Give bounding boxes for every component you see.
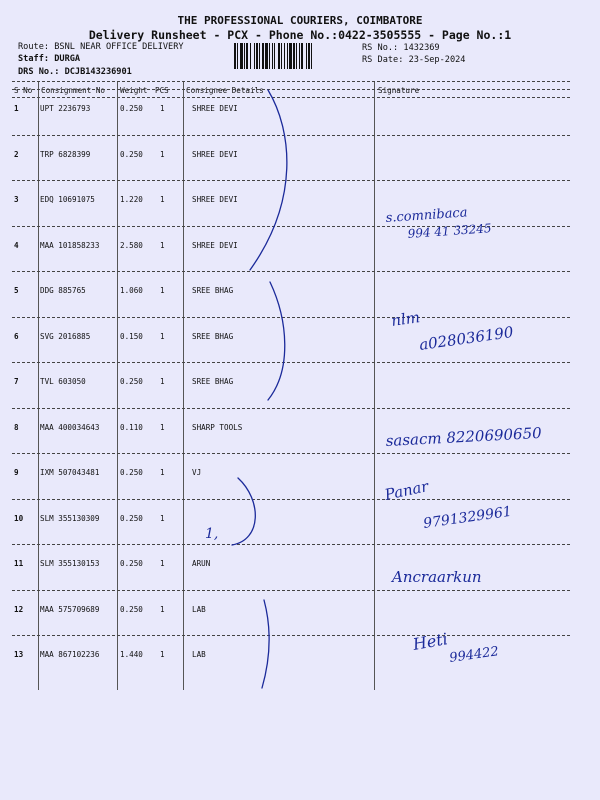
row-consignee: VJ — [192, 468, 202, 477]
rs-number: RS No.: 1432369 — [362, 43, 440, 53]
row-consignee: SHREE DEVI — [192, 104, 238, 113]
signature-handwriting: sasacm 8220690650 — [385, 423, 543, 450]
row-pcs: 1 — [160, 604, 165, 614]
row-consignee: SREE BHAG — [192, 286, 234, 295]
row-pcs: 1 — [160, 240, 165, 250]
bracket-stroke — [268, 282, 285, 400]
row-sno: 11 — [14, 559, 24, 568]
col-header-weight: Weight — [120, 86, 148, 95]
row-consignee: SHREE DEVI — [192, 149, 238, 159]
row-pcs: 1 — [160, 149, 165, 159]
row-weight: 1.440 — [120, 650, 143, 659]
row-weight: 0.250 — [120, 377, 143, 386]
row-consignment-no: MAA 400034643 — [40, 422, 100, 432]
row-weight: 1.220 — [120, 195, 143, 204]
row-sno: 2 — [14, 149, 19, 159]
row-weight: 1.060 — [120, 286, 143, 295]
row-consignee: SREE BHAG — [192, 331, 234, 341]
row-sno: 9 — [14, 468, 19, 477]
row-sno: 5 — [14, 286, 19, 295]
company-name: THE PROFESSIONAL COURIERS, COIMBATORE — [177, 14, 423, 27]
row-sno: 6 — [14, 331, 19, 341]
bracket-stroke — [262, 600, 269, 688]
row-consignment-no: MAA 867102236 — [40, 650, 100, 659]
signature-phone: 994 41 33245 — [407, 221, 492, 241]
row-pcs: 1 — [160, 468, 165, 477]
col-header-sno: S No — [14, 86, 33, 95]
row-consignment-no: MAA 101858233 — [40, 240, 100, 250]
row-weight: 0.250 — [120, 468, 143, 477]
row-consignee: LAB — [192, 650, 206, 659]
row-consignment-no: MAA 575709689 — [40, 604, 100, 614]
row-consignment-no: EDQ 10691075 — [40, 195, 95, 204]
row-consignee: ARUN — [192, 559, 211, 568]
col-header-signature: Signature — [378, 86, 420, 95]
row-pcs: 1 — [160, 104, 165, 113]
row-sno: 3 — [14, 195, 19, 204]
row-weight: 0.250 — [120, 604, 143, 614]
staff-label: Staff: DURGA — [18, 54, 81, 64]
row-consignment-no: TRP 6828399 — [40, 149, 91, 159]
row-sno: 7 — [14, 377, 19, 386]
row-pcs: 1 — [160, 286, 165, 295]
row-weight: 0.110 — [120, 422, 143, 432]
row-weight: 2.580 — [120, 240, 143, 250]
signature-handwriting: Panar — [383, 477, 431, 504]
row-weight: 0.250 — [120, 513, 143, 523]
row-consignment-no: UPT 2236793 — [40, 104, 91, 113]
handwritten-note: 1, — [205, 526, 219, 542]
signature-handwriting: s.comnibaca — [385, 205, 468, 226]
row-pcs: 1 — [160, 513, 165, 523]
row-pcs: 1 — [160, 650, 165, 659]
row-consignee: SHREE DEVI — [192, 240, 238, 250]
row-pcs: 1 — [160, 422, 165, 432]
row-sno: 12 — [14, 604, 24, 614]
row-weight: 0.250 — [120, 559, 143, 568]
row-pcs: 1 — [160, 195, 165, 204]
row-consignment-no: DDG 885765 — [40, 286, 86, 295]
runsheet-title: Delivery Runsheet - PCX - Phone No.:0422-3505555 - Page No.:1 — [88, 28, 512, 42]
signature-phone: a028036190 — [418, 322, 515, 354]
row-consignee: LAB — [192, 604, 206, 614]
bracket-stroke — [250, 90, 287, 270]
row-pcs: 1 — [160, 331, 165, 341]
signature-phone: 9791329961 — [422, 503, 513, 532]
row-consignment-no: TVL 603050 — [40, 377, 86, 386]
signature-handwriting: Ancraarkun — [392, 568, 482, 586]
rs-date: RS Date: 23-Sep-2024 — [362, 55, 466, 65]
route-label: Route: BSNL NEAR OFFICE DELIVERY — [18, 42, 184, 52]
row-sno: 10 — [14, 513, 24, 523]
col-header-pcs: PCS — [155, 86, 169, 95]
row-pcs: 1 — [160, 377, 165, 386]
row-weight: 0.150 — [120, 331, 143, 341]
row-sno: 13 — [14, 650, 24, 659]
row-weight: 0.250 — [120, 149, 143, 159]
row-sno: 1 — [14, 104, 19, 113]
signature-phone: 994422 — [448, 644, 500, 666]
col-header-consignment: Consignment No — [41, 86, 106, 95]
row-consignment-no: IXM 507043481 — [40, 468, 100, 477]
row-sno: 4 — [14, 240, 19, 250]
signature-handwriting: nlm — [390, 308, 421, 330]
bracket-stroke — [232, 478, 255, 545]
row-consignment-no: SVG 2016885 — [40, 331, 91, 341]
row-consignment-no: SLM 355130309 — [40, 513, 100, 523]
row-consignee: SHARP TOOLS — [192, 422, 243, 432]
drs-number: DRS No.: DCJB143236901 — [18, 67, 132, 77]
row-consignee: SREE BHAG — [192, 377, 234, 386]
signature-handwriting: Heti — [411, 629, 450, 654]
row-consignee: SHREE DEVI — [192, 195, 238, 204]
row-consignment-no: SLM 355130153 — [40, 559, 100, 568]
col-header-consignee: Consignee Details — [186, 86, 264, 95]
row-weight: 0.250 — [120, 104, 143, 113]
row-sno: 8 — [14, 422, 19, 432]
row-pcs: 1 — [160, 559, 165, 568]
